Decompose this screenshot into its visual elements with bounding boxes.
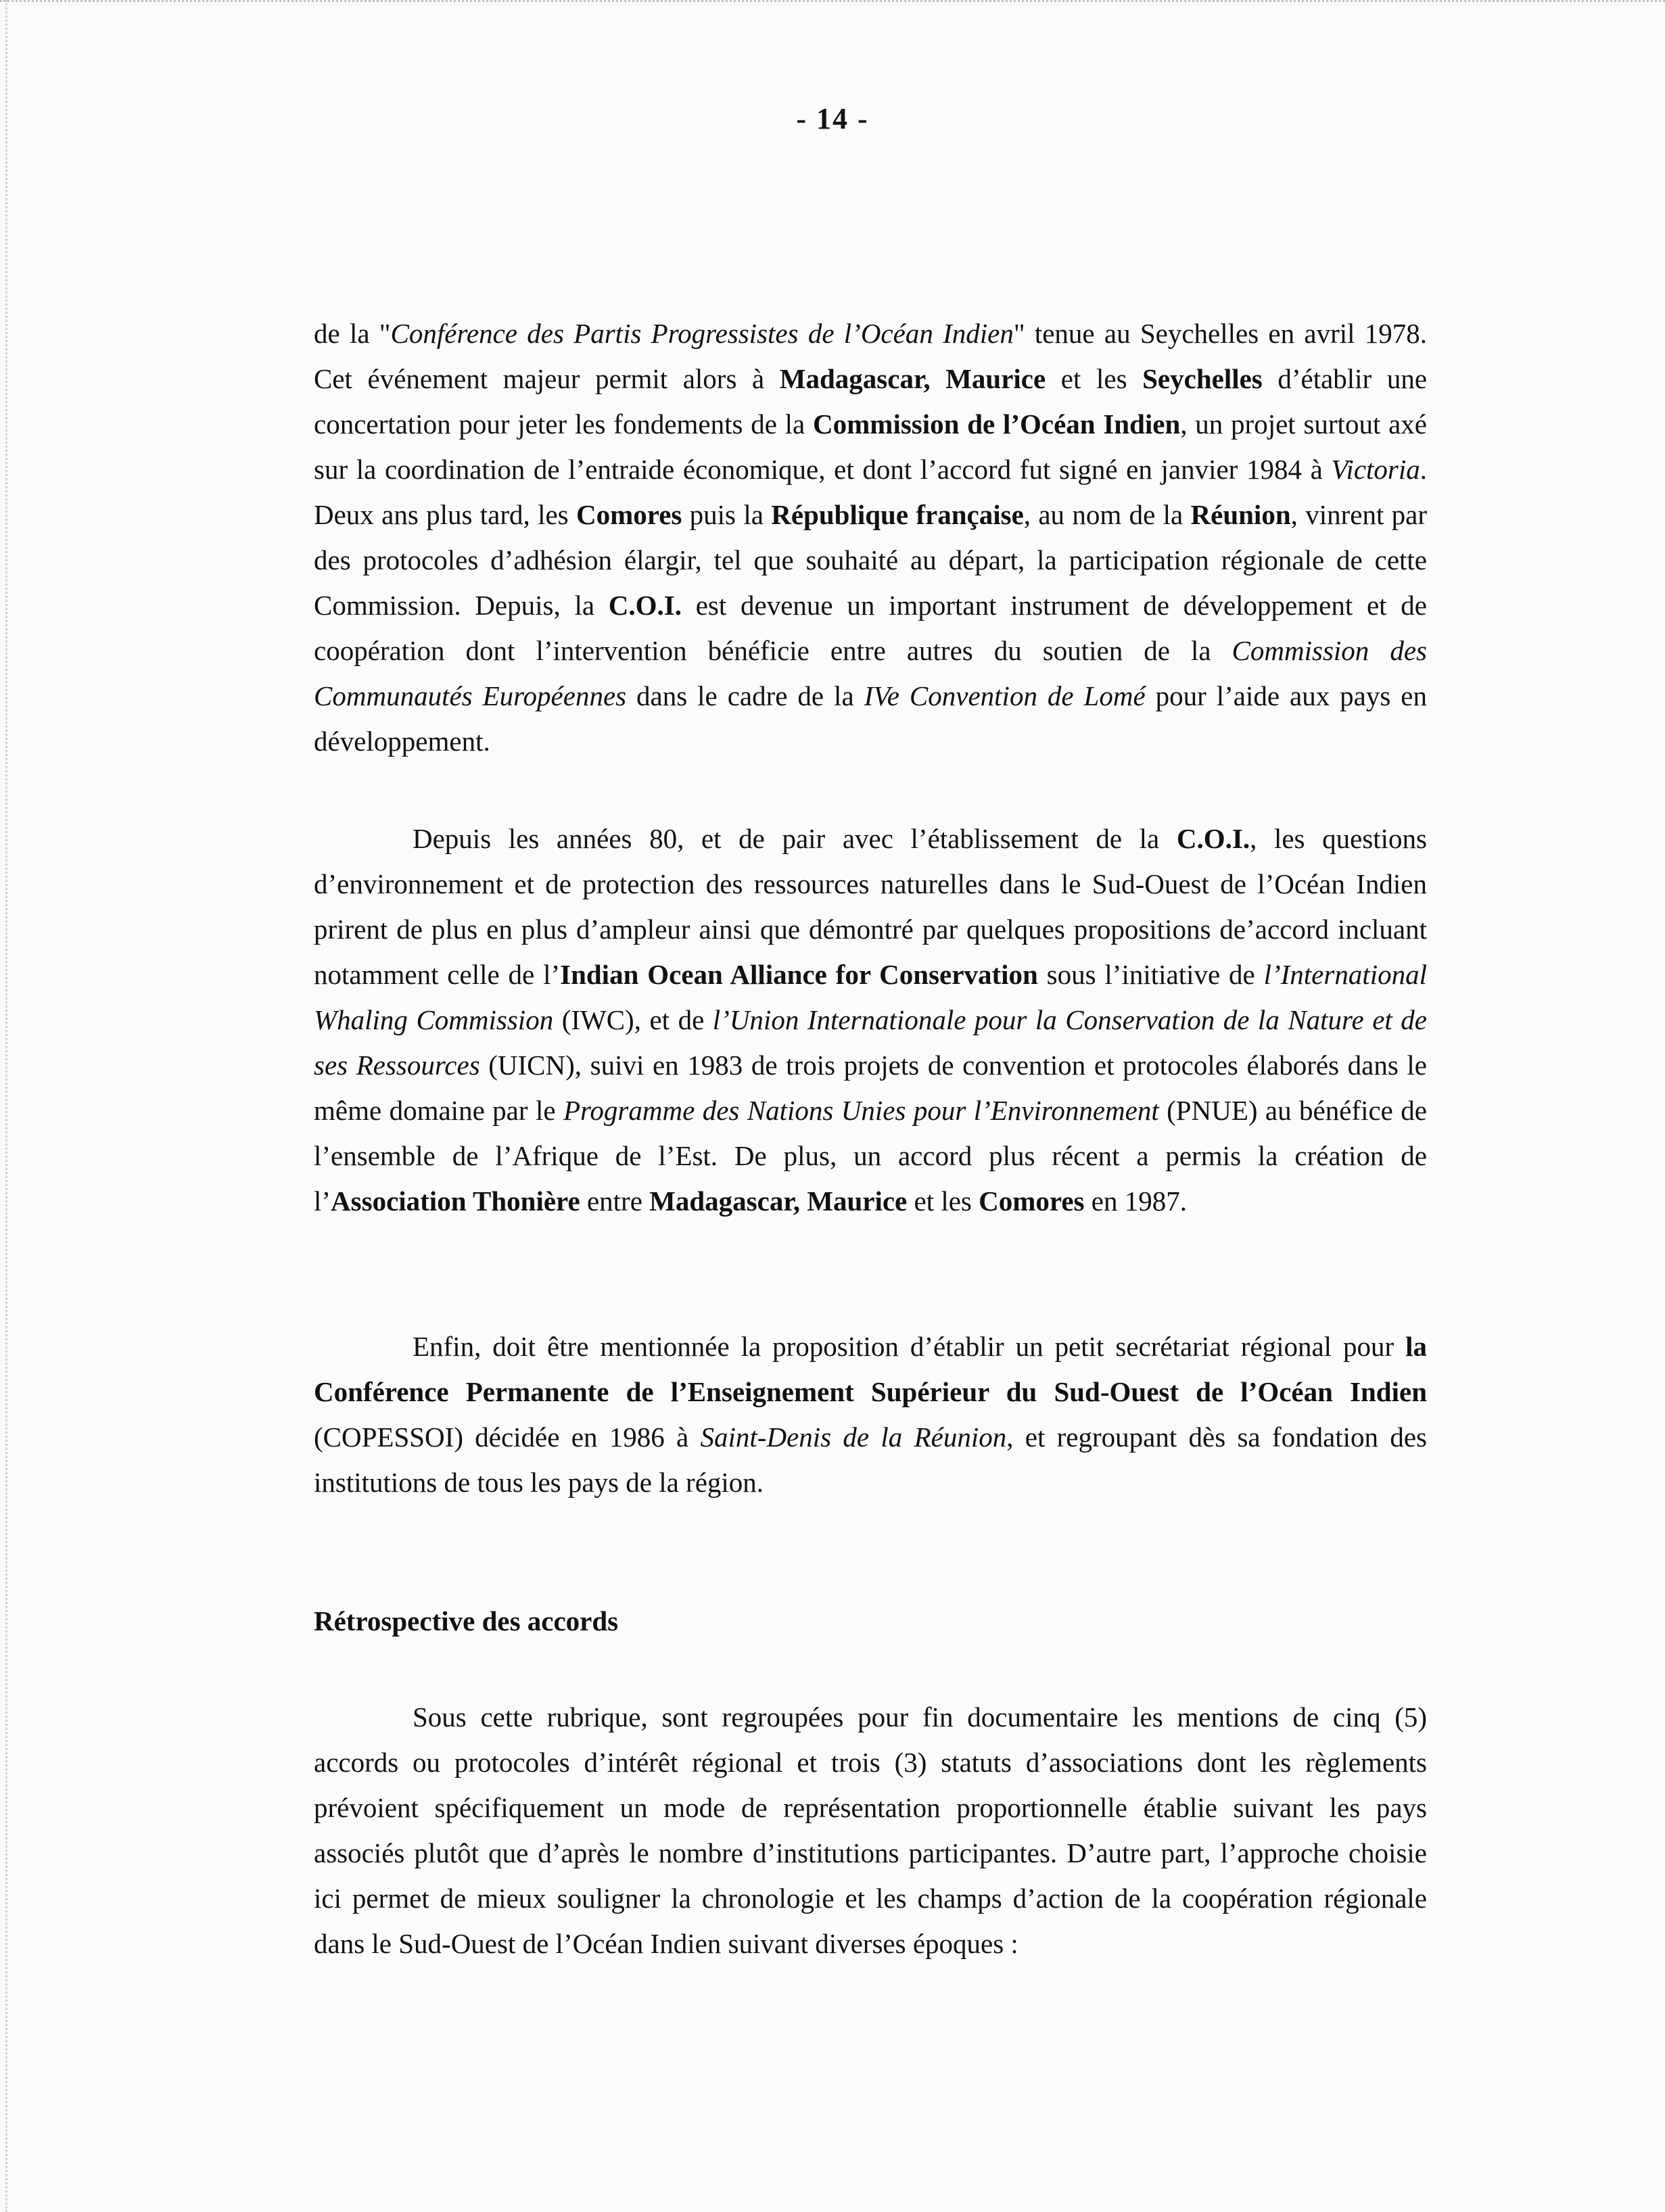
section-heading: Rétrospective des accords (314, 1605, 619, 1637)
organization-acronym: C.O.I. (1176, 823, 1250, 854)
country-name: République française (771, 499, 1024, 530)
text-run: sous l’initiative de (1037, 959, 1264, 990)
country-name: Seychelles (1142, 363, 1263, 394)
text-run: d’établir une concertation pour jeter les fondements de la (314, 363, 1428, 440)
organization-name: Programme des Nations Unies pour l’Environnement (563, 1095, 1159, 1126)
organization-name: l’International Whaling Commission (314, 959, 1428, 1035)
country-names: Madagascar, Maurice (649, 1185, 908, 1217)
text-run: Enfin, doit être mentionnée la proposition d’établir un petit secrétariat régional pour (413, 1331, 1406, 1362)
organization-name: Association Thonière (331, 1185, 580, 1217)
conference-title: Conférence des Partis Progressistes de l’Océan Indien (390, 318, 1014, 349)
text-run: (PNUE) au bénéfice de l’ensemble de l’Afrique de l’Est. De plus, un accord plus récent a permis la création de l’ (314, 1095, 1427, 1217)
text-run: est devenue un important instrument de développement et de coopération dont l’intervention bénéficie entre autres du soutien de la (314, 590, 1427, 666)
scan-top-edge (0, 0, 1665, 6)
text-run: , un projet surtout axé sur la coordination de l’entraide économique, et dont l’accord fut signé en janvier 1984 à (314, 408, 1427, 485)
country-names: Madagascar, Maurice (779, 363, 1046, 394)
text-run: (COPESSOI) décidée en 1986 à (314, 1421, 701, 1453)
organization-name: la Conférence Permanente de l’Enseignement Supérieur du Sud-Ouest de l’Océan Indien (314, 1331, 1427, 1407)
text-run: de la " (314, 318, 391, 349)
convention-name: IVe Convention de Lomé (864, 680, 1146, 711)
text-run: . Deux ans plus tard, les (314, 454, 1427, 530)
text-run: (IWC), et de (553, 1004, 713, 1035)
text-run: , les questions d’environnement et de protection des ressources naturelles dans le Sud-Ouest de l’Océan Indien prirent de plus en plus d’ampleur ainsi que démontré par quelques propositions de’accord incluant notamment celle de l’ (314, 823, 1428, 990)
organization-name: l’Union Internationale pour la Conservation de la Nature et de ses Ressources (314, 1004, 1427, 1081)
country-name: Comores (979, 1185, 1085, 1217)
paragraph-environment (314, 816, 1427, 1224)
text-run: et les (1046, 363, 1143, 394)
text-run: , vinrent par des protocoles d’adhésion élargir, tel que souhaité au départ, la participation régionale de cette Commission. Depuis, la (314, 499, 1428, 621)
organization-name: Commission de l’Océan Indien (813, 408, 1181, 440)
text-run: pour l’aide aux pays en développement. (314, 680, 1427, 757)
text-run: et les (907, 1185, 979, 1217)
text-run: dans le cadre de la (626, 680, 864, 711)
text-run: entre (580, 1185, 650, 1217)
country-name: Comores (576, 499, 682, 530)
scan-left-margin (5, 0, 14, 2212)
paragraph-copessoi (314, 1324, 1427, 1505)
city-name: Victoria (1331, 454, 1420, 485)
paragraph-coi-history (314, 311, 1427, 764)
organization-name: Commission des Communautés Européennes (314, 635, 1427, 711)
city-name: Saint-Denis de la Réunion (700, 1421, 1007, 1453)
text-run: en 1987. (1084, 1185, 1187, 1217)
text-run: , et regroupant dès sa fondation des institutions de tous les pays de la région. (314, 1421, 1427, 1498)
text-run: (UICN), suivi en 1983 de trois projets de convention et protocoles élaborés dans le même domaine par le (314, 1050, 1427, 1126)
text-run: " tenue au Seychelles en avril 1978. Cet événement majeur permit alors à (314, 318, 1428, 394)
paragraph-retrospective: Sous cette rubrique, sont regroupées pour fin documentaire les mentions de cinq (5) accords ou protocoles d’intérêt régional et trois (3) statuts d’associations dont les règlements prévoient spécifiquement un mode de représentation proportionnelle établie suivant les pays associés plutôt que d’après le nombre d’institutions participantes. D’autre part, l’approche choisie ici permet de mieux souligner la chronologie et les champs d’action de la coopération régionale dans le Sud-Ouest de l’Océan Indien suivant diverses époques : (314, 1701, 1427, 1959)
text-run: , au nom de la (1023, 499, 1191, 530)
region-name: Réunion (1190, 499, 1291, 530)
text-run: puis la (682, 499, 772, 530)
text-run: Depuis les années 80, et de pair avec l’établissement de la (413, 823, 1177, 854)
organization-name: Indian Ocean Alliance for Conservation (560, 959, 1038, 990)
organization-acronym: C.O.I. (608, 590, 682, 621)
page-number: - 14 - (796, 102, 869, 135)
